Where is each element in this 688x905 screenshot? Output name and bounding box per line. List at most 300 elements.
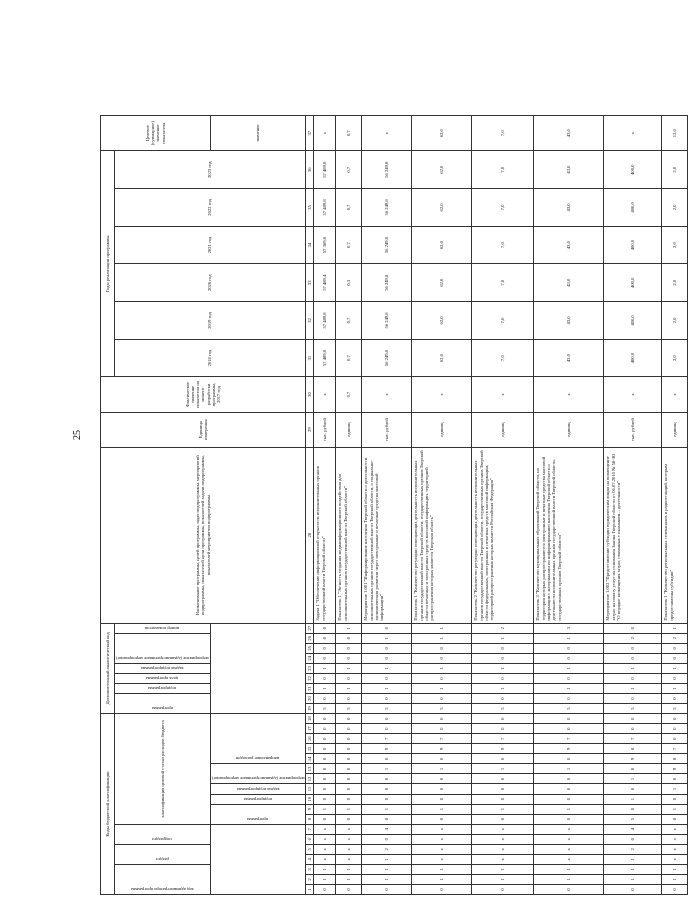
table-row xyxy=(662,116,688,895)
extra-goal-header: цель программы xyxy=(146,675,179,681)
code-cell: 0 xyxy=(336,794,362,804)
code-cell: 0 xyxy=(534,724,604,734)
row-year-value: 0,7 xyxy=(336,302,362,340)
code-cell: 0 xyxy=(662,734,688,744)
code-cell: 0 xyxy=(412,784,472,794)
code-cell: 0 xyxy=(336,774,362,784)
code-cell: 0 xyxy=(314,814,336,824)
name-column-header: Наименование программы, целей программы, задач подпрограммы, мероприятий подпрограммы, показателей цели программы, показателей задачи подпрограммы, показателей мероприятия подпрограммы xyxy=(101,447,306,623)
code-cell: 9 xyxy=(362,744,412,754)
row-year-value: 2,0 xyxy=(662,226,688,264)
row-fact: 0,7 xyxy=(336,377,362,412)
code-cell: 1 xyxy=(472,874,534,884)
code-cell: 0 xyxy=(412,643,472,653)
code-cell: 0 xyxy=(362,623,412,633)
code-cell: 1 xyxy=(336,804,362,814)
code-cell: 1 xyxy=(336,864,362,874)
row-year-value: 0,3 xyxy=(336,264,362,302)
column-number: 5 xyxy=(306,844,314,854)
code-cell: 0 xyxy=(362,784,412,794)
column-number: 2 xyxy=(306,874,314,884)
code-cell: 1 xyxy=(336,683,362,693)
bk-direction-sub: направление расходов xyxy=(236,756,280,762)
code-cell: 1 xyxy=(604,774,662,784)
code-cell: 0 xyxy=(534,694,604,704)
column-numbers-row xyxy=(306,116,314,895)
bk-subprogram-sub: подпрограмма xyxy=(243,796,272,802)
code-cell: 1 xyxy=(362,683,412,693)
code-cell: 0 xyxy=(412,884,472,894)
code-cell: 0 xyxy=(412,714,472,724)
row-unit: единиц xyxy=(662,412,688,447)
code-cell: 0 xyxy=(604,694,662,704)
row-final: 7,0 xyxy=(472,116,534,151)
code-cell: 1 xyxy=(662,623,688,633)
row-year-value: 57 489,8 xyxy=(314,189,336,227)
table-row xyxy=(314,116,336,895)
code-cell: 9 xyxy=(534,744,604,754)
code-cell: 1 xyxy=(604,864,662,874)
code-cell: 0 xyxy=(336,814,362,824)
year-2022-header: 2022 год xyxy=(115,189,306,227)
row-unit: тыс. рублей xyxy=(604,412,662,447)
code-cell: 1 xyxy=(362,854,412,864)
column-number: 36 xyxy=(306,151,314,189)
row-year-value: 56 249,8 xyxy=(362,189,412,227)
table-row xyxy=(362,116,412,895)
code-cell: 0 xyxy=(472,643,534,653)
row-name: Мероприятие 1.001 "Информирование населения Тверской области о деятельности исполнительных органов государственной власти Тверской области, о социально-экономическом развитии через электронные и печатные средства массовой информации" xyxy=(362,447,412,623)
row-year-value: 62,0 xyxy=(412,151,472,189)
row-unit: тыс. рублей xyxy=(314,412,336,447)
code-cell: 0 xyxy=(472,794,534,804)
code-cell: 1 xyxy=(362,633,412,643)
row-year-value: 62,0 xyxy=(412,339,472,377)
code-cell: 0 xyxy=(472,814,534,824)
code-cell: 0 xyxy=(336,694,362,704)
code-cell: 7 xyxy=(534,734,604,744)
column-number: 18 xyxy=(306,714,314,724)
code-cell: 0 xyxy=(336,754,362,764)
column-number: 22 xyxy=(306,673,314,683)
code-cell: 1 xyxy=(412,804,472,814)
column-number: 4 xyxy=(306,854,314,864)
code-cell: 3 xyxy=(534,623,604,633)
row-year-value: 43,0 xyxy=(534,226,604,264)
row-final: 43,0 xyxy=(534,116,604,151)
code-cell: 2 xyxy=(662,633,688,643)
column-number: 31 xyxy=(306,339,314,377)
code-cell: 0 xyxy=(314,694,336,704)
row-year-value: 7,0 xyxy=(472,189,534,227)
row-fact: х xyxy=(662,377,688,412)
code-cell: 1 xyxy=(362,764,412,774)
row-year-value: 56 249,8 xyxy=(362,339,412,377)
row-fact: х xyxy=(534,377,604,412)
row-final: 12,0 xyxy=(662,116,688,151)
row-fact: х xyxy=(604,377,662,412)
code-cell: х xyxy=(472,824,534,834)
code-cell: 0 xyxy=(662,884,688,894)
code-cell: 0 xyxy=(336,653,362,663)
column-number: 14 xyxy=(306,754,314,764)
column-number: 23 xyxy=(306,663,314,673)
code-cell: 5 xyxy=(534,704,604,714)
code-cell: 0 xyxy=(336,884,362,894)
row-year-value: 400,0 xyxy=(604,339,662,377)
code-cell: 0 xyxy=(534,643,604,653)
classifier-group-header: Коды бюджетной классификации xyxy=(101,714,115,895)
year-2023-header: 2023 год xyxy=(115,151,306,189)
code-cell: 0 xyxy=(662,794,688,804)
bk-program-sub: программа xyxy=(247,816,269,822)
code-cell: 2 xyxy=(362,844,412,854)
code-cell: 1 xyxy=(604,794,662,804)
code-cell: 1 xyxy=(534,874,604,884)
row-year-value: 400,0 xyxy=(604,264,662,302)
code-cell: 1 xyxy=(412,764,472,774)
code-cell: 0 xyxy=(604,884,662,894)
code-cell: 0 xyxy=(336,784,362,794)
column-number: 6 xyxy=(306,834,314,844)
row-year-value: 62,0 xyxy=(412,302,472,340)
code-cell: 7 xyxy=(604,734,662,744)
code-cell: 1 xyxy=(314,663,336,673)
row-final: 0,7 xyxy=(336,116,362,151)
code-cell: 0 xyxy=(472,774,534,784)
code-cell: 1 xyxy=(662,683,688,693)
code-cell: 0 xyxy=(314,754,336,764)
code-cell: 1 xyxy=(336,874,362,884)
code-cell: 7 xyxy=(412,734,472,744)
code-cell: 1 xyxy=(604,683,662,693)
unit-column-header: Единица измерения xyxy=(101,412,306,447)
code-cell: 0 xyxy=(314,794,336,804)
code-cell: х xyxy=(472,854,534,864)
bk-event-sub: мероприятие (административное мероприятие) xyxy=(211,776,305,782)
code-cell: 0 xyxy=(662,694,688,704)
column-number: 32 xyxy=(306,302,314,340)
code-cell: х xyxy=(314,834,336,844)
code-cell: 2 xyxy=(604,633,662,643)
row-year-value: 43,0 xyxy=(534,189,604,227)
row-fact: х xyxy=(362,377,412,412)
code-cell: 0 xyxy=(314,774,336,784)
column-number: 11 xyxy=(306,784,314,794)
row-year-value: 56 249,8 xyxy=(362,151,412,189)
code-cell: 0 xyxy=(604,643,662,653)
column-number: 27 xyxy=(306,623,314,633)
code-cell: х xyxy=(534,844,604,854)
code-cell: 7 xyxy=(472,734,534,744)
code-cell: 0 xyxy=(336,734,362,744)
code-cell: х xyxy=(314,844,336,854)
page-number: 25 xyxy=(72,430,83,440)
row-year-value: 0,7 xyxy=(336,189,362,227)
row-name: Показатель 1 "Количество регулярно освещающих деятельность исполнительных органов государственной власти Тверской области, государственных органов Тверской области печатных и электронных средств массовой информации, территорией распространения которых является Тверская область" xyxy=(412,447,472,623)
row-year-value: 2,0 xyxy=(662,339,688,377)
code-cell: 1 xyxy=(604,854,662,864)
code-cell: 0 xyxy=(472,673,534,683)
row-name: Показатель 1 "Количество региональных телеканалов и радиостанций, которым предоставлены субсидии" xyxy=(662,447,688,623)
code-cell: 1 xyxy=(472,633,534,643)
column-number: 15 xyxy=(306,744,314,754)
code-cell: 1 xyxy=(362,874,412,884)
code-cell: х xyxy=(336,844,362,854)
row-unit: единиц xyxy=(336,412,362,447)
code-cell: 0 xyxy=(362,653,412,663)
row-year-value: 2,0 xyxy=(662,264,688,302)
code-cell: 0 xyxy=(362,774,412,784)
row-name: Показатель 1 "Эк-ность создания медиаинформационного воздействия для исполнительных органов государственной власти Тверской области" xyxy=(336,447,362,623)
bk-section-header: раздел xyxy=(155,856,169,862)
code-cell: х xyxy=(662,854,688,864)
column-number: 9 xyxy=(306,804,314,814)
code-cell: х xyxy=(472,844,534,854)
code-cell: 2 xyxy=(472,623,534,633)
row-final: х xyxy=(604,116,662,151)
code-cell: 0 xyxy=(336,673,362,683)
column-number: 1 xyxy=(306,884,314,894)
extra-subprogram-header: подпрограмма xyxy=(148,686,177,692)
code-cell: 1 xyxy=(662,874,688,884)
row-year-value: 400,0 xyxy=(604,302,662,340)
column-number: 28 xyxy=(306,447,314,623)
code-cell: 0 xyxy=(362,724,412,734)
column-number: 34 xyxy=(306,226,314,264)
code-cell: 1 xyxy=(412,623,472,633)
code-cell: 0 xyxy=(314,623,336,633)
code-cell: 0 xyxy=(472,884,534,894)
row-final: х xyxy=(362,116,412,151)
code-cell: 0 xyxy=(472,714,534,724)
row-year-value: 43,0 xyxy=(534,339,604,377)
row-year-value: 57 489,8 xyxy=(314,339,336,377)
code-cell: 0 xyxy=(314,714,336,724)
code-cell: 0 xyxy=(472,754,534,764)
code-cell: 0 xyxy=(534,794,604,804)
code-cell: х xyxy=(412,844,472,854)
code-cell: 0 xyxy=(604,714,662,724)
row-year-value: 7,0 xyxy=(472,226,534,264)
code-cell: 0 xyxy=(604,673,662,683)
code-cell: 0 xyxy=(534,754,604,764)
code-cell: х xyxy=(662,844,688,854)
code-cell: 1 xyxy=(412,864,472,874)
code-cell: 0 xyxy=(472,653,534,663)
code-cell: 1 xyxy=(662,663,688,673)
code-cell: 0 xyxy=(336,714,362,724)
row-unit: единиц xyxy=(412,412,472,447)
code-cell: 0 xyxy=(534,653,604,663)
column-number: 29 xyxy=(306,412,314,447)
code-cell: 8 xyxy=(662,754,688,764)
row-year-value: 43,0 xyxy=(534,264,604,302)
code-cell: х xyxy=(472,834,534,844)
code-cell: 1 xyxy=(534,864,604,874)
code-cell: 0 xyxy=(336,764,362,774)
row-year-value: 2,0 xyxy=(662,302,688,340)
row-year-value: 57 369,8 xyxy=(314,226,336,264)
row-year-value: 7,0 xyxy=(472,151,534,189)
row-year-value: 57 489,8 xyxy=(314,302,336,340)
code-cell: 0 xyxy=(472,694,534,704)
row-name: Задача 1 "Обеспечение информационной открытости исполнительных органов государственной власти Тверской области" xyxy=(314,447,336,623)
code-cell: 0 xyxy=(314,784,336,794)
code-cell: 1 xyxy=(534,663,604,673)
row-unit: единиц xyxy=(472,412,534,447)
code-cell: 0 xyxy=(472,724,534,734)
row-year-value: 43,0 xyxy=(534,151,604,189)
code-cell: 5 xyxy=(314,704,336,714)
column-number: 30 xyxy=(306,377,314,412)
code-cell: х xyxy=(336,834,362,844)
code-cell: 8 xyxy=(604,744,662,754)
code-cell: 1 xyxy=(412,874,472,884)
code-cell: 0 xyxy=(412,794,472,804)
row-year-value: 2,0 xyxy=(662,189,688,227)
code-cell: 0 xyxy=(336,744,362,754)
column-number: 17 xyxy=(306,724,314,734)
year-2018-header: 2018 год xyxy=(115,339,306,377)
column-number: 10 xyxy=(306,794,314,804)
final-sub-header: значение xyxy=(210,116,306,151)
code-cell: 0 xyxy=(362,673,412,683)
code-cell: 0 xyxy=(534,814,604,824)
code-cell: 5 xyxy=(362,704,412,714)
table-row xyxy=(472,116,534,895)
code-cell: 1 xyxy=(314,804,336,814)
code-cell: х xyxy=(314,824,336,834)
code-cell: 0 xyxy=(604,623,662,633)
row-fact: х xyxy=(314,377,336,412)
code-cell: 0 xyxy=(362,694,412,704)
code-cell: 0 xyxy=(362,794,412,804)
row-unit: единиц xyxy=(534,412,604,447)
table-row xyxy=(412,116,472,895)
bk-target-header: классификация целевой статьи расходов бюджета xyxy=(115,714,211,825)
code-cell: 1 xyxy=(472,864,534,874)
code-cell: 1 xyxy=(314,683,336,693)
code-cell: х xyxy=(662,824,688,834)
code-cell: х xyxy=(534,854,604,864)
code-cell: 1 xyxy=(472,683,534,693)
column-number: 3 xyxy=(306,864,314,874)
row-name: Показатель 3 "Количество муниципальных образований Тверской области, на территории которых распространяются электронные и печатные средства массовой информации с материалами по информированию населения Тверской области о деятельности исполнительных органов государственной власти Тверской области, государственных органов Тверской области" xyxy=(534,447,604,623)
code-cell: 1 xyxy=(362,864,412,874)
row-year-value: 0,7 xyxy=(336,151,362,189)
extra-task-header: задача подпрограммы xyxy=(140,665,184,671)
code-cell: 0 xyxy=(604,834,662,844)
bk-admin-header: код администратора программы xyxy=(131,887,194,892)
column-number: 8 xyxy=(306,814,314,824)
bk-task-sub: задача подпрограммы xyxy=(236,786,280,792)
row-year-value: 400,0 xyxy=(604,226,662,264)
year-2020-header: 2020 год xyxy=(115,264,306,302)
column-number: 12 xyxy=(306,774,314,784)
code-cell: 0 xyxy=(412,653,472,663)
code-cell: 0 xyxy=(412,814,472,824)
code-cell: 0 xyxy=(604,653,662,663)
code-cell: 5 xyxy=(604,814,662,824)
row-name: Показатель 2 "Количество регулярно освещающих деятельность исполнительных органов государственной власти Тверской области, государственных органов Тверской области федеральных, электронных и печатных средств массовой информации, территорией распространения которых является Российская Федерация" xyxy=(472,447,534,623)
table-row xyxy=(336,116,362,895)
row-year-value: 57 489,8 xyxy=(314,151,336,189)
code-cell: 0 xyxy=(362,814,412,824)
code-cell: х xyxy=(662,834,688,844)
year-2019-header: 2019 год xyxy=(115,302,306,340)
code-cell: 0 xyxy=(412,754,472,764)
row-fact: х xyxy=(472,377,534,412)
row-year-value: 400,0 xyxy=(604,189,662,227)
code-cell: х xyxy=(336,854,362,864)
code-cell: х xyxy=(314,854,336,864)
code-cell: 1 xyxy=(336,623,362,633)
code-cell: х xyxy=(336,824,362,834)
row-year-value: 7,0 xyxy=(472,302,534,340)
row-name: Мероприятие 1.002 "Предоставление субсидии юридическим лицам на возмещение затрат на оплату услуг на основании Закона Тверской области от 06.07.2010 № 58-ЗО "О порядке возмещения затрат, связанных с оказанием... деятельности" xyxy=(604,447,662,623)
row-year-value: 0,7 xyxy=(336,339,362,377)
code-cell: 0 xyxy=(314,734,336,744)
extra-group-header: Дополнительный аналитический код xyxy=(101,623,115,714)
code-cell: 1 xyxy=(604,663,662,673)
code-cell: 0 xyxy=(604,724,662,734)
row-final: 62,0 xyxy=(412,116,472,151)
code-cell: 0 xyxy=(362,834,412,844)
row-year-value: 2,0 xyxy=(662,151,688,189)
code-cell: 0 xyxy=(662,724,688,734)
code-cell: 0 xyxy=(314,633,336,643)
program-table xyxy=(100,115,688,895)
code-cell: 0 xyxy=(314,884,336,894)
code-cell: 9 xyxy=(412,744,472,754)
code-cell: 0 xyxy=(336,643,362,653)
row-unit: тыс. рублей xyxy=(362,412,412,447)
row-year-value: 7,0 xyxy=(472,264,534,302)
code-cell: 0 xyxy=(362,714,412,724)
code-cell: 1 xyxy=(472,764,534,774)
extra-program-header: программа xyxy=(151,706,173,712)
code-cell: 0 xyxy=(604,804,662,814)
extra-indicator-header: номер показателя xyxy=(145,625,180,631)
column-number: 16 xyxy=(306,734,314,744)
code-cell: 1 xyxy=(412,633,472,643)
code-cell: 0 xyxy=(412,694,472,704)
code-cell: 0 xyxy=(314,673,336,683)
code-cell: 1 xyxy=(472,663,534,673)
code-cell: 0 xyxy=(362,643,412,653)
row-year-value: 43,0 xyxy=(534,302,604,340)
code-cell: 0 xyxy=(534,714,604,724)
column-number: 37 xyxy=(306,116,314,151)
code-cell: 4 xyxy=(604,824,662,834)
code-cell: 0 xyxy=(472,784,534,794)
code-cell: 1 xyxy=(534,633,604,643)
document-sheet xyxy=(100,115,678,895)
row-fact: х xyxy=(412,377,472,412)
code-cell: 0 xyxy=(662,714,688,724)
row-year-value: 62,0 xyxy=(412,189,472,227)
row-year-value: 56 249,8 xyxy=(362,264,412,302)
row-year-value: 400,0 xyxy=(604,151,662,189)
code-cell: 1 xyxy=(412,683,472,693)
code-cell: 0 xyxy=(314,764,336,774)
column-number: 25 xyxy=(306,643,314,653)
column-number: 26 xyxy=(306,633,314,643)
years-group-header: Годы реализации программы xyxy=(101,151,115,377)
code-cell: 0 xyxy=(534,884,604,894)
final-column-header: Целевое (суммарное) значение показателя xyxy=(101,116,211,151)
